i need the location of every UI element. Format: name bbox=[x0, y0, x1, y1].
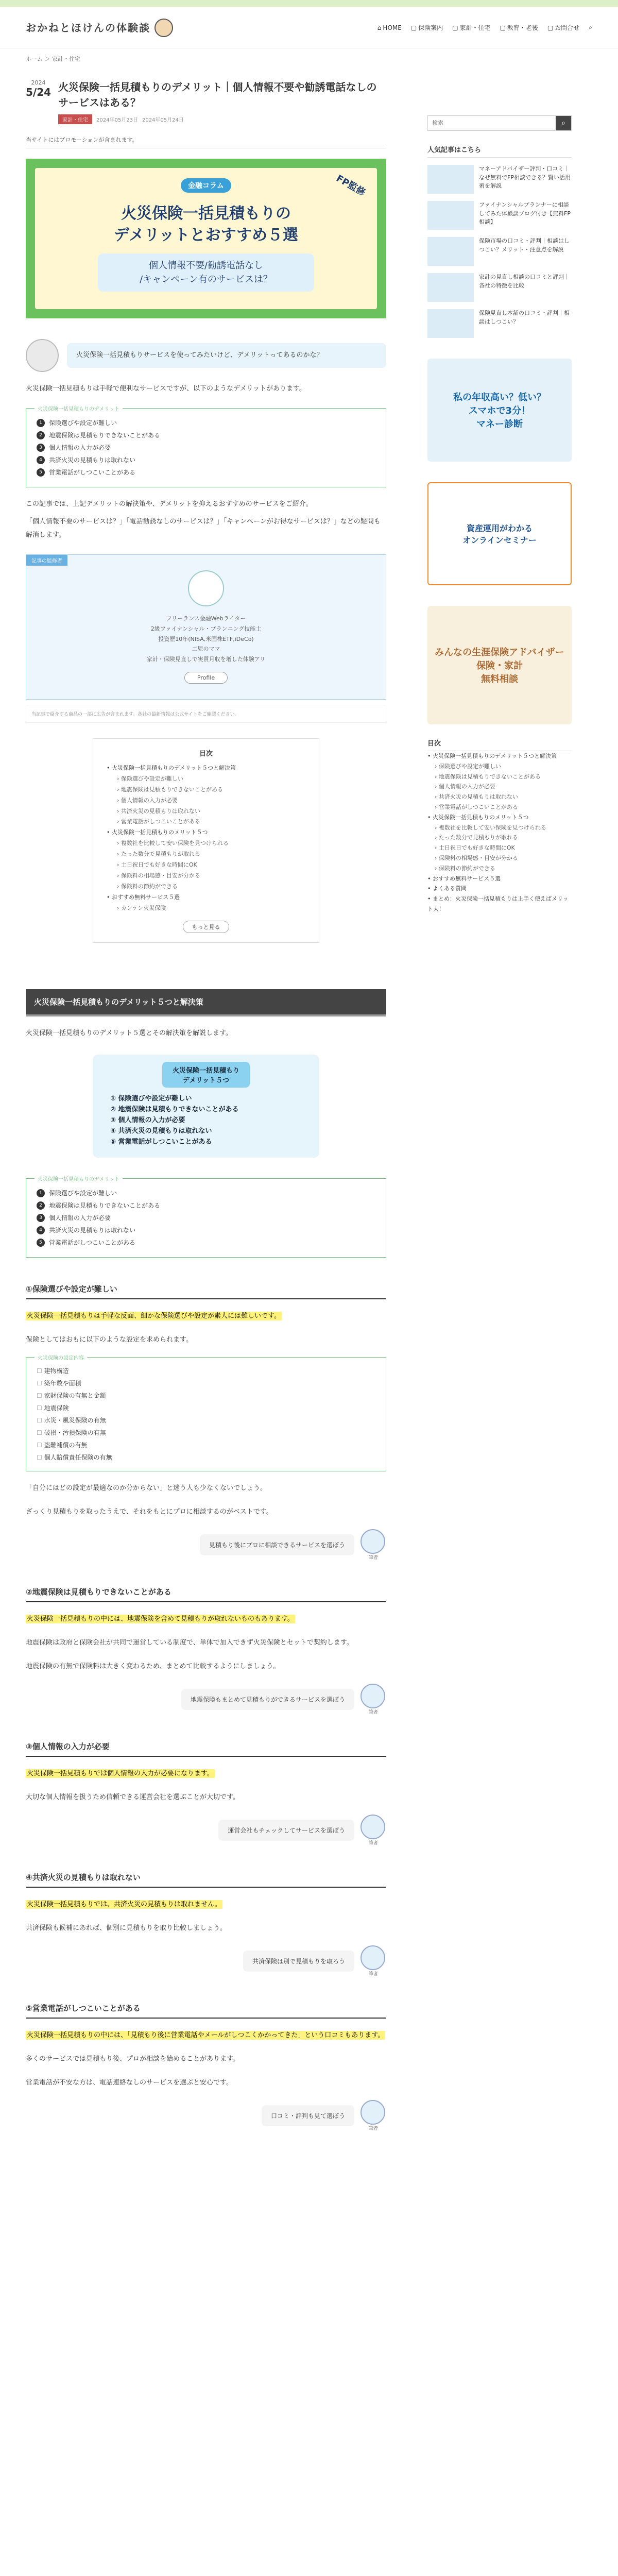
author-comment: 見積もり後にプロに相談できるサービスを選ぼう 筆者 bbox=[26, 1529, 386, 1561]
post-date: 2024 5/24 bbox=[26, 79, 52, 98]
search-icon[interactable]: ⌕ bbox=[556, 116, 571, 130]
subsection-heading: ④共済火災の見積もりは取れない bbox=[26, 1872, 386, 1888]
intro-text: 火災保険一括見積もりは手軽で便利なサービスですが、以下のようなデメリットがあります。 bbox=[26, 385, 306, 393]
supervisor-avatar bbox=[188, 570, 224, 606]
nav-home[interactable]: ⌂ HOME bbox=[377, 24, 402, 31]
list-item: 3 個人情報の入力が必要 bbox=[37, 1212, 375, 1224]
toc-subitem[interactable]: › カンテン火災保険 bbox=[117, 904, 166, 911]
toc-subitem[interactable]: › 保険選びや設定が難しい bbox=[117, 775, 183, 782]
sidebar-search bbox=[427, 115, 572, 131]
toc-item[interactable]: • 火災保険一括見積もりのデメリット５つと解決策 bbox=[427, 753, 557, 759]
body-text: 保険としてはおもに以下のような設定を求められます。 bbox=[26, 1336, 193, 1344]
search-input[interactable] bbox=[428, 116, 556, 130]
article-title: 火災保険一括見積もりのデメリット｜個人情報不要や勧誘電話なしのサービスはある？ bbox=[58, 81, 377, 109]
toc-item[interactable]: • まとめ：火災保険一括見積もりは上手く使えばメリット大！ bbox=[427, 895, 569, 912]
toc-subitem[interactable]: › 地震保険は見積もりできないことがある bbox=[117, 786, 223, 793]
nav-contact[interactable]: ▢ お問合せ bbox=[547, 24, 580, 31]
popular-heading: 人気記事はこちら bbox=[427, 144, 572, 158]
settings-checklist: 火災保険の設定内容 ☐ 建物構造 ☐ 築年数や面積 ☐ 家財保険の有無と金額 ☐ 地震保険 ☐ 水災・風災保険の有無 ☐ 破損・汚損保険の有無 ☐ 盗難補償の有無 ☐ 個人賠償責任保険の有無 bbox=[26, 1357, 386, 1471]
sidebar-toc-heading: 目次 bbox=[427, 738, 572, 751]
shield-icon: ▢ bbox=[410, 24, 417, 31]
eyecatch-label: 金融コラム bbox=[181, 178, 231, 193]
author-comment: 運営会社もチェックしてサービスを選ぼう 筆者 bbox=[26, 1815, 386, 1846]
body-text: ざっくり見積もりを取ったうえで、それをもとにプロに相談するのがベストです。 bbox=[26, 1508, 273, 1516]
toc-item[interactable]: • おすすめ無料サービス５選 bbox=[107, 893, 180, 901]
list-item: 3 個人情報の入力が必要 bbox=[37, 442, 375, 454]
toc-subitem[interactable]: › 共済火災の見積もりは取れない bbox=[435, 793, 518, 801]
list-item: 4 共済火災の見積もりは取れない bbox=[37, 454, 375, 466]
list-item: 1 保険選びや設定が難しい bbox=[37, 417, 375, 429]
body-text: 地震保険は政府と保険会社が共同で運営している制度で、単体で加入できず火災保険とセットで契約します。 bbox=[26, 1639, 353, 1647]
list-item: 2 地震保険は見積もりできないことがある bbox=[37, 429, 375, 442]
intro-speech bbox=[26, 339, 386, 372]
site-logo[interactable] bbox=[26, 19, 173, 37]
author-avatar bbox=[360, 1945, 385, 1970]
highlight-text: 火災保険一括見積もりでは個人情報の入力が必要になります。 bbox=[27, 1770, 214, 1778]
category-badge[interactable]: 家計・住宅 bbox=[58, 114, 92, 124]
popular-item[interactable]: 家計の見直し相談の口コミと評判｜各社の特徴を比較 bbox=[427, 273, 572, 302]
body-text: 「自分にはどの設定が最適なのか分からない」と迷う人も少なくないでしょう。 bbox=[26, 1484, 267, 1493]
toc-subitem[interactable]: › 土日祝日でも好きな時間にOK bbox=[435, 844, 515, 852]
list-item: 5 営業電話がしつこいことがある bbox=[37, 1236, 375, 1249]
body-text: 火災保険一括見積もりのデメリット５選とその解決策を解説します。 bbox=[26, 1029, 232, 1038]
site-header bbox=[0, 7, 618, 48]
popular-item[interactable]: ファイナンシャルプランナーに相談してみた体験談ブログ付き【無料FP相談】 bbox=[427, 201, 572, 230]
eyecatch-title: 火災保険一括見積もりの デメリットとおすすめ５選 bbox=[114, 205, 298, 244]
popular-item[interactable]: 保険見直し本舗の口コミ・評判｜相談はしつこい？ bbox=[427, 309, 572, 338]
body-text: 営業電話が不安な方は、電話連絡なしのサービスを選ぶと安心です。 bbox=[26, 2079, 233, 2087]
article-thumbnail bbox=[427, 201, 474, 230]
nav-education[interactable]: ▢ 教育・老後 bbox=[500, 24, 538, 31]
search-icon[interactable]: ⌕ bbox=[589, 24, 592, 31]
body-text: 地震保険の有無で保険料は大きく変わるため、まとめて比較するようにしましょう。 bbox=[26, 1663, 280, 1671]
nav-household[interactable]: ▢ 家計・住宅 bbox=[452, 24, 491, 31]
toc-subitem[interactable]: › 土日祝日でも好きな時間にOK bbox=[117, 861, 197, 868]
toc-subitem[interactable]: › 共済火災の見積もりは取れない bbox=[117, 807, 200, 815]
mail-icon: ▢ bbox=[547, 24, 554, 31]
nav-insurance[interactable]: ▢ 保険案内 bbox=[410, 24, 443, 31]
table-of-contents bbox=[93, 738, 319, 943]
section-heading: 火災保険一括見積もりのデメリット５つと解決策 bbox=[26, 989, 386, 1016]
author-avatar bbox=[360, 2100, 385, 2125]
toc-subitem[interactable]: › 複数社を比較して安い保険を見つけられる bbox=[117, 840, 229, 847]
body-text: この記事では、上記デメリットの解決策や、デメリットを抑えるおすすめのサービスをご紹介。 bbox=[26, 500, 313, 508]
highlight-text: 火災保険一括見積もりの中には、地震保険を含めて見積もりが取れないものもあります。 bbox=[27, 1615, 294, 1623]
author-avatar bbox=[360, 1684, 385, 1708]
toc-subitem[interactable]: › 複数社を比較して安い保険を見つけられる bbox=[435, 824, 546, 831]
sidebar-toc bbox=[427, 751, 572, 914]
top-accent-bar bbox=[0, 0, 618, 7]
author-comment: 共済保険は別で見積もりを取ろう 筆者 bbox=[26, 1945, 386, 1977]
toc-subitem[interactable]: › たった数分で見積もりが取れる bbox=[117, 851, 200, 858]
body-text: 大切な個人情報を扱うため信頼できる運営会社を選ぶことが大切です。 bbox=[26, 1793, 239, 1802]
article-main bbox=[26, 69, 386, 2131]
subsection-heading: ②地震保険は見積もりできないことがある bbox=[26, 1586, 386, 1602]
breadcrumb[interactable]: ホーム ＞ 家計・住宅 bbox=[26, 56, 80, 62]
toc-subitem[interactable]: › たった数分で見積もりが取れる bbox=[435, 834, 518, 841]
supervisor-profile: 記事の監修者 フリーランス金融Webライター 2級ファイナンシャル・プランニング技能士 投資歴10年(NISA,米国株ETF,iDeCo) 二児のママ 家計・保険見直しで実質月収を増した体験アリ Profile bbox=[26, 554, 386, 700]
site-logo-text: おかねとほけんの体験談 bbox=[26, 21, 150, 34]
body-text: 「個人情報不要のサービスは？」「電話勧誘なしのサービスは？」「キャンペーンがお得なサービスは？」などの疑問も解消します。 bbox=[26, 518, 381, 539]
list-item: 5 営業電話がしつこいことがある bbox=[37, 466, 375, 479]
demerit-summary-box: 火災保険一括見積もりのデメリット 1 保険選びや設定が難しい 2 地震保険は見積もりできないことがある 3 個人情報の入力が必要 4 共済火災の見積もりは取れない 5 営業電話がしつこいことがある bbox=[26, 1178, 386, 1258]
home-icon: ⌂ bbox=[377, 24, 382, 31]
toc-item[interactable]: • おすすめ無料サービス５選 bbox=[427, 875, 501, 882]
eyecatch-image bbox=[26, 159, 386, 318]
eyecatch-subtitle: 個人情報不要/勧誘電話なし /キャンペーン有のサービスは？ bbox=[98, 253, 314, 292]
toc-item[interactable]: • 火災保険一括見積もりのメリット５つ bbox=[107, 829, 208, 836]
toc-subitem[interactable]: › 保険料の節約ができる bbox=[435, 865, 495, 872]
toc-item[interactable]: • 火災保険一括見積もりのメリット５つ bbox=[427, 814, 529, 821]
highlight-text: 火災保険一括見積もりの中には、「見積もり後に営業電話やメールがしつこくかかってきた」という口コミもあります。 bbox=[27, 2031, 385, 2040]
toc-subitem[interactable]: › 保険選びや設定が難しい bbox=[435, 762, 501, 770]
popular-item[interactable]: マネーアドバイザー評判・口コミ｜なぜ無料でFP相談できる？賢い活用術を解説 bbox=[427, 165, 572, 194]
body-text: 共済保険も候補にあれば、個別に見積もりを取り比較しましょう。 bbox=[26, 1924, 227, 1933]
toc-title: 目次 bbox=[199, 750, 213, 758]
sidebar bbox=[427, 69, 572, 2131]
toc-subitem[interactable]: › 営業電話がしつこいことがある bbox=[435, 803, 518, 810]
profile-button[interactable]: Profile bbox=[184, 672, 228, 684]
seminar-banner[interactable]: 資産運用がわかる オンラインセミナー bbox=[427, 482, 572, 585]
list-item: 1 保険選びや設定が難しい bbox=[37, 1187, 375, 1199]
pr-notice: 当サイトにはプロモーションが含まれます。 bbox=[26, 135, 386, 148]
body-text: 多くのサービスでは見積もり後、プロが相談を始めることがあります。 bbox=[26, 2055, 239, 2063]
toc-subitem[interactable]: › 個人情報の入力が必要 bbox=[435, 783, 495, 790]
highlight-text: 火災保険一括見積もりでは、共済火災の見積もりは取れません。 bbox=[27, 1901, 221, 1909]
subsection-heading: ③個人情報の入力が必要 bbox=[26, 1741, 386, 1757]
article-thumbnail bbox=[427, 273, 474, 302]
toc-subitem[interactable]: › 保険料の相場感・目安が分かる bbox=[117, 872, 200, 879]
published-date: 2024年05月23日 bbox=[96, 117, 138, 123]
article-thumbnail bbox=[427, 165, 474, 194]
author-comment: 地震保険もまとめて見積もりができるサービスを選ぼう 筆者 bbox=[26, 1684, 386, 1715]
global-nav bbox=[377, 23, 592, 32]
toc-item[interactable]: • よくある質問 bbox=[427, 885, 467, 892]
toc-subitem[interactable]: › 地震保険は見積もりできないことがある bbox=[435, 773, 541, 780]
article-thumbnail bbox=[427, 309, 474, 338]
reader-avatar bbox=[26, 339, 59, 372]
list-item: 2 地震保険は見積もりできないことがある bbox=[37, 1199, 375, 1212]
toc-subitem[interactable]: › 営業電話がしつこいことがある bbox=[117, 818, 200, 825]
toc-subitem[interactable]: › 個人情報の入力が必要 bbox=[117, 796, 178, 804]
house-icon: ▢ bbox=[452, 24, 458, 31]
article-thumbnail bbox=[427, 237, 474, 266]
ad-note: 当記事で紹介する商品の一部に広告が含まれます。各社の最新情報は公式サイトをご確認ください。 bbox=[26, 705, 386, 723]
demerit-summary-box: 火災保険一括見積もりのデメリット 1 保険選びや設定が難しい 2 地震保険は見積もりできないことがある 3 個人情報の入力が必要 4 共済火災の見積もりは取れない 5 営業電話がしつこいことがある bbox=[26, 408, 386, 487]
toc-subitem[interactable]: › 保険料の節約ができる bbox=[117, 883, 178, 890]
author-comment: 口コミ・評判も見て選ぼう 筆者 bbox=[26, 2100, 386, 2131]
consultation-banner[interactable]: みんなの生涯保険アドバイザー 保険・家計 無料相談 bbox=[427, 606, 572, 724]
popular-item[interactable]: 保険市場の口コミ・評判｜相談はしつこい？メリット・注意点を解説 bbox=[427, 237, 572, 266]
lightbulb-icon: ▢ bbox=[500, 24, 506, 31]
toc-subitem[interactable]: › 保険料の相場感・目安が分かる bbox=[435, 854, 518, 861]
toc-more-button[interactable]: もっと見る bbox=[183, 921, 229, 933]
updated-date: 2024年05月24日 bbox=[142, 117, 184, 123]
fp-badge: FP監修 bbox=[334, 173, 367, 198]
section-image: 火災保険一括見積もり デメリット５つ ① 保険選びや設定が難しい ② 地震保険は見積もりできないことがある ③ 個人情報の入力が必要 ④ 共済火災の見積もりは取れない ⑤ 営業電話がしつこいことがある bbox=[93, 1055, 319, 1158]
list-item: 4 共済火災の見積もりは取れない bbox=[37, 1224, 375, 1236]
subsection-heading: ①保険選びや設定が難しい bbox=[26, 1283, 386, 1299]
toc-item[interactable]: • 火災保険一括見積もりのデメリット５つと解決策 bbox=[107, 764, 236, 771]
highlight-text: 火災保険一括見積もりは手軽な反面、細かな保険選びや設定が素人には難しいです。 bbox=[27, 1312, 281, 1320]
subsection-heading: ⑤営業電話がしつこいことがある bbox=[26, 2003, 386, 2019]
logo-character-icon bbox=[154, 19, 173, 37]
author-avatar bbox=[360, 1529, 385, 1554]
money-diagnosis-banner[interactable]: 私の年収高い？低い？ スマホで3分！ マネー診断 bbox=[427, 359, 572, 462]
intro-bubble: 火災保険一括見積もりサービスを使ってみたいけど、デメリットってあるのかな？ bbox=[67, 343, 386, 368]
author-avatar bbox=[360, 1815, 385, 1839]
